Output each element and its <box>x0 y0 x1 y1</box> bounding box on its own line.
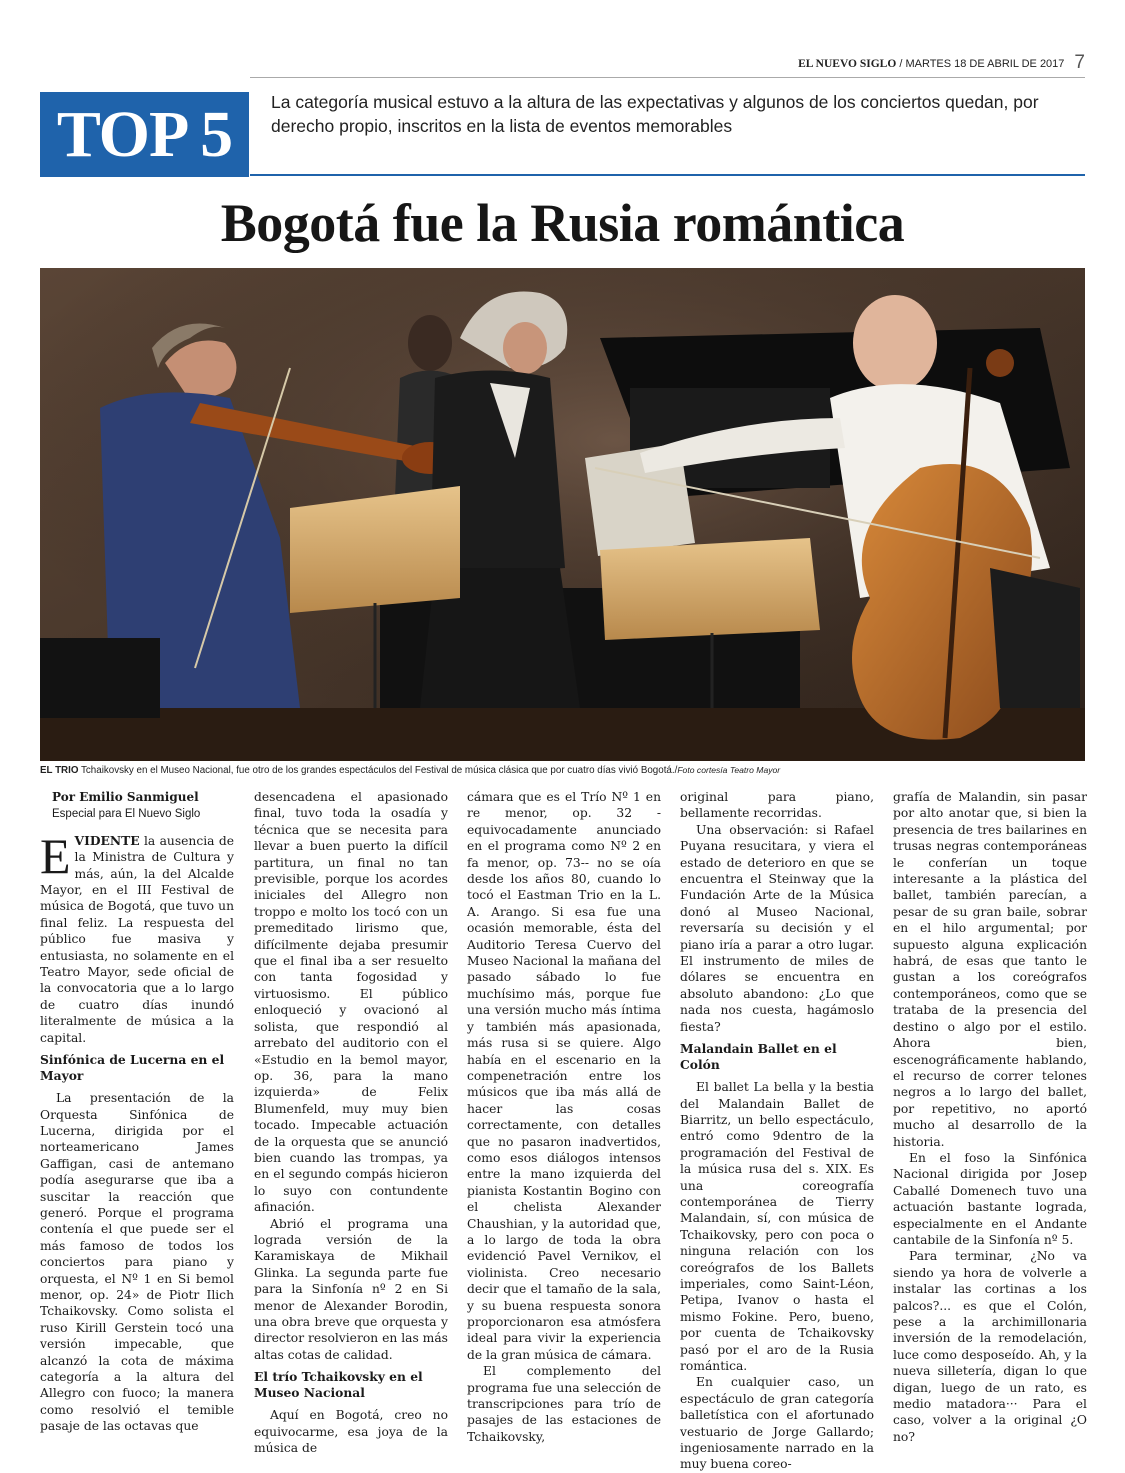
subhead: El trío Tchaikovsky en el Museo Nacional <box>254 1369 423 1401</box>
article-column-1 <box>40 789 234 1435</box>
paragraph: Aquí en Bogotá, creo no equivocarme, esa joya de la música de <box>254 1408 448 1456</box>
paragraph: El complemento del programa fue una selección de transcripciones para trío de pasajes de las estaciones de Tchaikovsky, <box>467 1364 661 1444</box>
page-folio <box>680 52 1085 74</box>
concert-photo <box>40 268 1085 761</box>
column-body <box>893 789 1087 1445</box>
article-column-2 <box>254 789 448 1456</box>
paragraph: grafía de Malandin, sin pasar por alto anotar que, si bien la presencia de tres bailarines en trusas negras contemporáneas le conferían un toque interesante a la plástica del ballet, también parecían, a pesar de su gran baile, sobrar en el hilo argumental; por supuesto alguna explicación habrá, de esas que tanto le gustan a los coreógrafos contemporáneos, como que se trataba de la presencia del destino o algo por el estilo. Ahora bien, escenográficamente hablando, el recurso de correr telones negros a lo largo del ballet, por repetitivo, no aportó mucho al desarrollo de la historia. <box>893 790 1087 1149</box>
caption-text: Tchaikovsky en el Museo Nacional, fue otro de los grandes espectáculos del Festival de música clásica que por cuatro días vivió Bogotá./ <box>78 765 678 776</box>
section-badge: TOP 5 <box>40 92 249 177</box>
article-column-4 <box>680 789 874 1473</box>
column-body <box>254 789 448 1456</box>
paragraph: El ballet La bella y la bestia del Malandain Ballet de Biarritz, un bello espectáculo, entró como 9dentro de la programación del Festival de la música rusa del s. XIX. Es una coreografía contemporánea de Tierry Malandain, sí, con música de Tchaikovsky, pero con poca o ninguna relación con los coreógrafos de los Ballets imperiales, como Saint-Léon, Petipa, Ivanov o hasta el mismo Fokine. Pero, bueno, por cuenta de Tchaikovsky pasó por el aro de la Rusia romántica. <box>680 1080 874 1373</box>
top-rule <box>250 77 1085 78</box>
section-kicker: La categoría musical estuvo a la altura de las expectativas y algunos de los conciertos quedan, por derecho propio, inscritos en la lista de eventos memorables <box>271 92 1039 136</box>
page-number: 7 <box>1074 52 1085 73</box>
concert-photo-illustration <box>40 268 1085 761</box>
paragraph: desencadena el apasionado final, tuvo toda la osadía y técnica que se necesita para llevar a buen puerto la difícil partitura, un final no tan previsible, porque los acordes iniciales del Allegro non troppo e molto los tocó con un premeditado lirismo que, difícilmente dejaba presumir que el final iba a ser resuelto con tanta fogosidad y virtuosismo. El público enloqueció y ovacionó al solista, que respondió al arrebato del auditorio con el «Estudio en la bemol mayor, op. 36, para la mano izquierda» de Felix Blumenfeld, muy muy bien tocado. Impecable actuación de la orquesta que se anunció bien cuando las trompas, ya en el segundo compás hicieron lo suyo con contundente afinación. <box>254 790 448 1215</box>
drop-cap: E <box>40 827 71 884</box>
article-column-3 <box>467 789 661 1445</box>
paragraph: En cualquier caso, un espectáculo de gran categoría balletística con el afortunado vestuario de Jorge Gallardo; ingeniosamente narrado en la muy buena coreo- <box>680 1375 874 1472</box>
subhead: Sinfónica de Lucerna en el Mayor <box>40 1052 225 1084</box>
paragraph: Abrió el programa una lograda versión de la Karamiskaya de Mikhail Glinka. La segunda parte fue para la Sinfonía nº 2 en Si menor de Alexander Borodin, una obra breve que orquesta y director resolvieron en las más altas cotas de calidad. <box>254 1216 448 1362</box>
byline-author: Por Emilio Sanmiguel <box>52 790 199 804</box>
newspaper-name: EL NUEVO SIGLO <box>798 58 897 70</box>
paragraph: EVIDENTE la ausencia de la Ministra de Cultura y más, aún, la del Alcalde Mayor, en el III Festival de música de Bogotá, que tuvo un final feliz. La respuesta del público fue masiva y entusiasta, no solamente en el Teatro Mayor, sede oficial de la convocatoria que a lo largo de cuatro días inundó literalmente de música a la capital. <box>40 827 234 1045</box>
section-rule <box>250 174 1085 176</box>
caption-lead: EL TRIO <box>40 765 79 776</box>
paragraph: cámara que es el Trío Nº 1 en re menor, op. 32 -equivocadamente anunciado en el programa como Nº 2 en fa menor, op. 73-- no se oía desde los años 80, cuando lo tocó el Eastman Trio en la L. A. Arango. Si esa fue una ocasión memorable, ésta del Auditorio Teresa Cuervo del Museo Nacional la mañana del pasado sábado lo fue muchísimo más, porque fue una versión mucho más íntima y también más apasionada, más rusa si se quiere. Algo había en el escenario en la compenetración entre los músicos que iba más allá de hacer las cosas correctamente, con detalles que no pasaron inadvertidos, como esos diálogos intensos entre la mano izquierda del pianista Kostantin Bogino con el chelista Alexander Chaushian, y la autoridad que, a lo largo de toda la obra evidenció Pavel Vernikov, el violinista. Creo necesario decir que el tamaño de la sala, y su buena respuesta sonora proporcionaron esa atmósfera ideal para vivir la experiencia de la gran música de cámara. <box>467 790 661 1362</box>
byline-outlet: Especial para El Nuevo Siglo <box>52 808 201 821</box>
column-body <box>40 827 234 1435</box>
photo-credit: Foto cortesía Teatro Mayor <box>677 765 781 775</box>
paragraph: La presentación de la Orquesta Sinfónica de Lucerna, dirigida por el norteamericano James Gaffigan, casi de antemano podía asegurarse que iba a suscitar la reacción que generó. Porque el programa contenía el que puede ser el más famoso de todos los conciertos para piano y orquesta, el Nº 1 en Si bemol menor, op. 24» de Piotr Ilich Tchaikovsky. Como solista el ruso Kirill Gerstein tocó una versión impecable, que alcanzó la cota de máxima categoría a la altura del Allegro con fuoco; la manera como resolvió el temible pasaje de las octavas que <box>40 1091 234 1434</box>
photo-caption <box>40 765 1085 776</box>
article-column-5 <box>893 789 1087 1445</box>
column-body <box>467 789 661 1445</box>
paragraph: original para piano, bellamente recorridas. <box>680 790 874 821</box>
article-headline: Bogotá fue la Rusia romántica <box>220 193 905 253</box>
subhead: Malandain Ballet en el Colón <box>680 1041 837 1073</box>
column-body <box>680 789 874 1473</box>
paragraph: Una observación: si Rafael Puyana resucitara, y viera el estado de deterioro en que se encuentra el Steinway que la Fundación Arte de la Música donó al Museo Nacional, reversaría su decisión y el piano iría a parar a otro lugar. El instrumento de miles de dólares se encuentra en absoluto abandono: ¿Lo que nada nos cuesta, hagámoslo fiesta? <box>680 822 874 1034</box>
paragraph: En el foso la Sinfónica Nacional dirigida por Josep Caballé Domenech tuvo una actuación bastante lograda, especialmente en el Andante cantabile de la Sinfonía nº 5. <box>893 1150 1087 1247</box>
issue-date: / MARTES 18 DE ABRIL DE 2017 <box>896 58 1065 70</box>
paragraph: Para terminar, ¿No va siendo ya hora de volverle a instalar las cortinas a los palcos?... es que el Colón, pese a la archimillonaria inversión de la remodelación, luce como desposeído. Ah, y la nueva silletería, digan lo que digan, luego de un rato, es medio matadora··· Para el caso, volver a la original ¿O no? <box>893 1249 1087 1444</box>
lead-word: VIDENTE <box>74 832 140 848</box>
